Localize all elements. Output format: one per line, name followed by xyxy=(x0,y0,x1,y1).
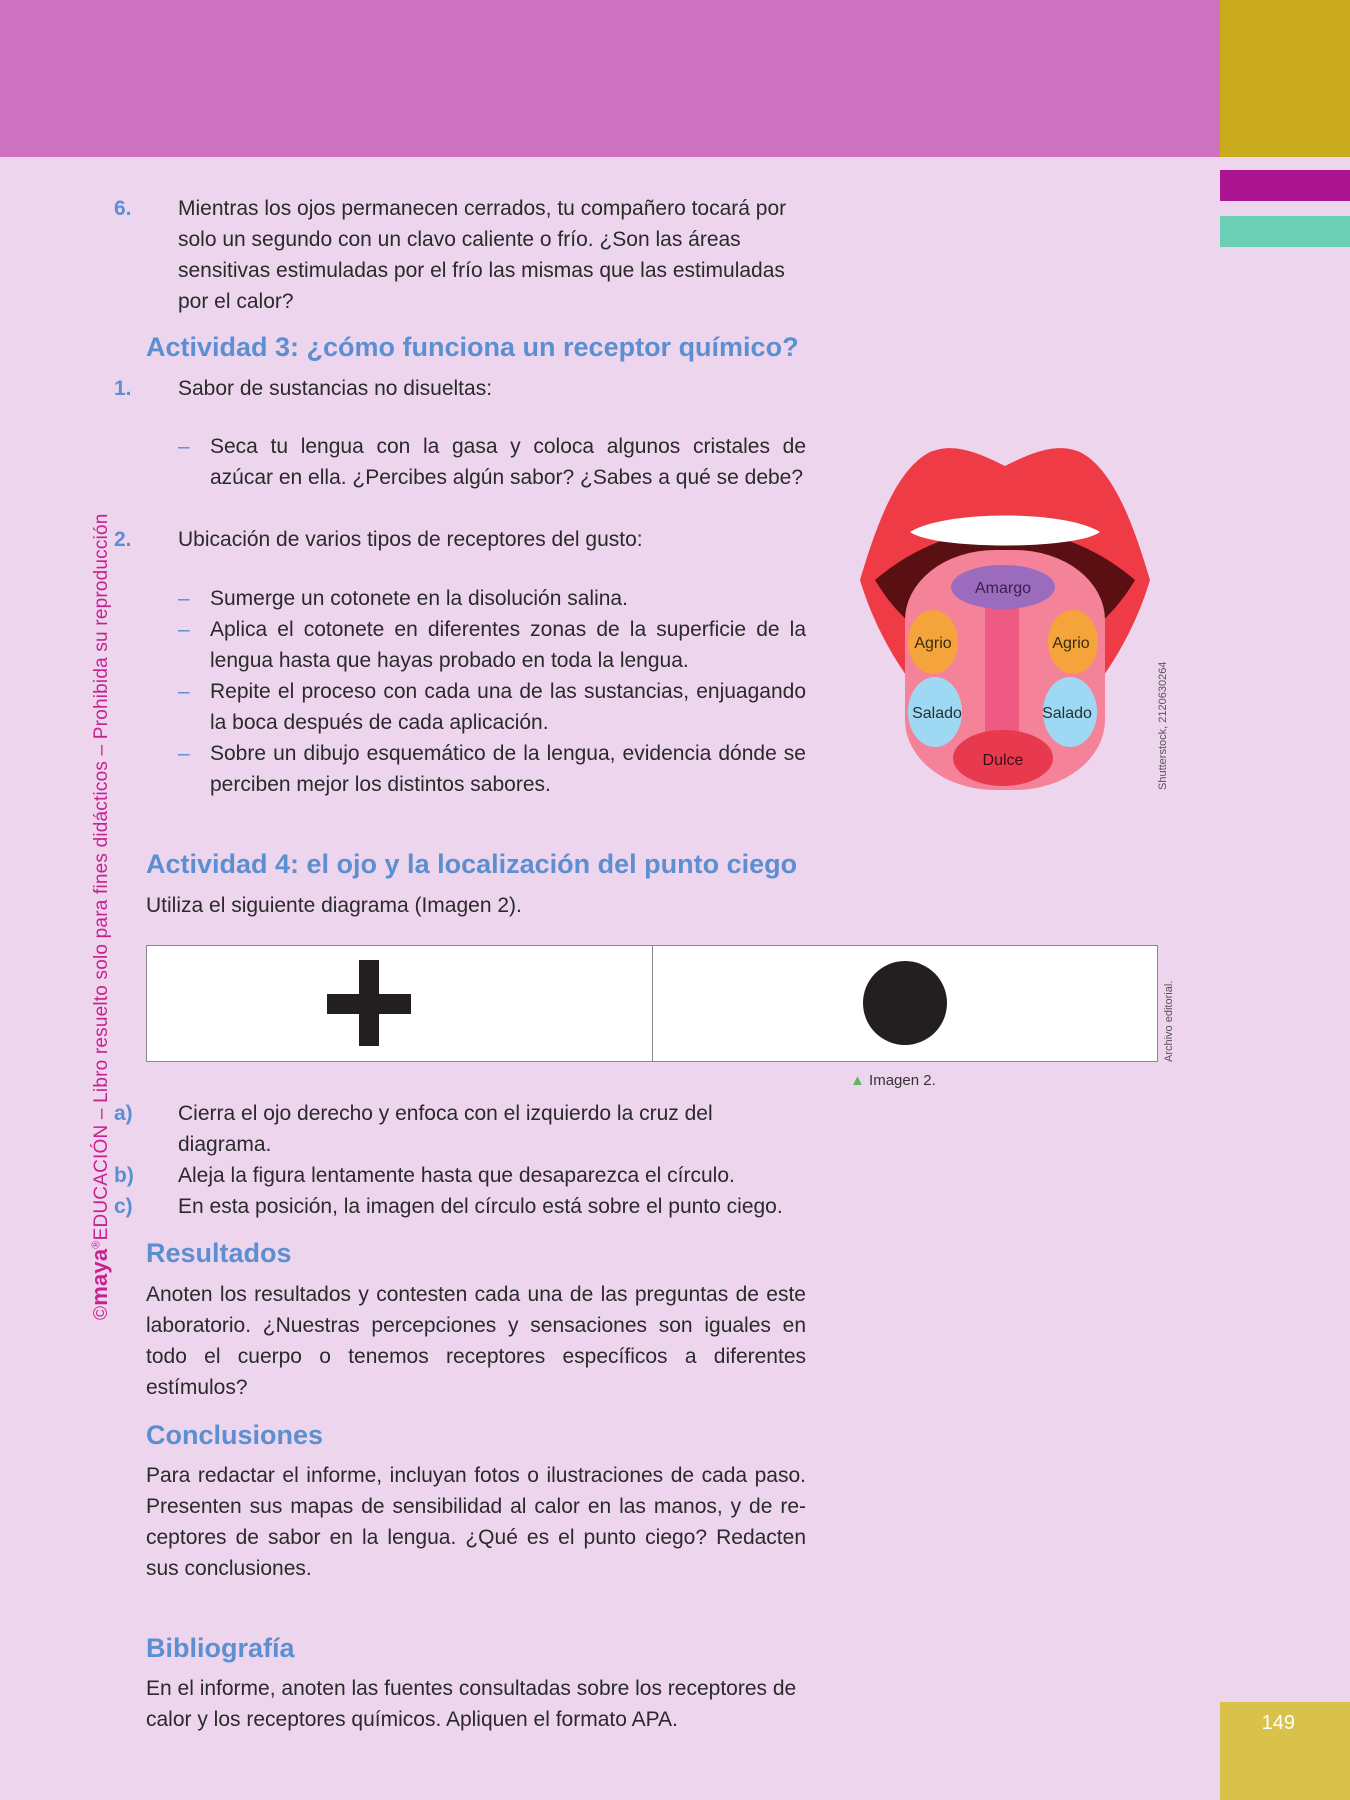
tongue-taste-map xyxy=(855,440,1155,800)
label-sweet: Dulce xyxy=(982,752,1024,769)
copyright-text: EDUCACIÓN – Libro resuelto solo para fines didácticos – Prohibida su reproducción xyxy=(91,513,112,1241)
list-item-text: Repite el proceso con cada una de las sustancias, enjuagando la boca después de cada aplicación. xyxy=(210,680,806,734)
list-item xyxy=(146,738,806,800)
step-text: En esta posición, la imagen del círculo está sobre el punto ciego. xyxy=(178,1195,783,1218)
list-item-text: Sumerge un cotonete en la disolución salina. xyxy=(210,587,628,610)
registered-mark: ® xyxy=(90,1240,103,1249)
list-item xyxy=(146,431,806,493)
conclusions-title: Conclusiones xyxy=(146,1420,324,1450)
item-text: Ubicación de varios tipos de receptores del gusto: xyxy=(178,528,643,551)
step-a xyxy=(114,1098,806,1160)
step-text: Aleja la figura lentamente hasta que desaparezca el círculo. xyxy=(178,1164,735,1187)
activity-3-item-1 xyxy=(114,373,806,404)
item-text: Sabor de sustancias no disueltas: xyxy=(178,377,493,400)
caption-triangle-icon: ▲ xyxy=(850,1072,865,1089)
activity-4-intro: Utiliza el siguiente diagrama (Imagen 2). xyxy=(146,894,522,917)
copyright-side-note xyxy=(87,513,113,1320)
label-salty-left: Salado xyxy=(912,705,962,722)
label-salty-right: Salado xyxy=(1042,705,1092,722)
label-sour-right: Agrio xyxy=(1052,635,1090,652)
step-label: c) xyxy=(114,1195,133,1218)
label-bitter: Amargo xyxy=(974,580,1032,597)
activity-3-title: Actividad 3: ¿cómo funciona un receptor químico? xyxy=(146,332,799,362)
results-text: Anoten los resultados y contesten cada una de las preguntas de este laboratorio. ¿Nuestras percepciones y sensaciones son iguales en todo el cuerpo o tenemos receptores específicos a diferentes estímulos? xyxy=(146,1283,806,1399)
corner-block xyxy=(1220,0,1350,157)
list-item-text: Aplica el cotonete en diferentes zonas de la superficie de la lengua hasta que hayas probado en toda la lengua. xyxy=(210,618,806,672)
activity-4-title: Actividad 4: el ojo y la localización del punto ciego xyxy=(146,849,798,879)
diagram-circle-panel xyxy=(653,946,1158,1061)
step-label: a) xyxy=(114,1102,133,1125)
dash-marker: – xyxy=(178,435,190,458)
step-text: Cierra el ojo derecho y enfoca con el izquierdo la cruz del diagrama. xyxy=(178,1102,713,1156)
section-tab-teal xyxy=(1220,216,1350,247)
section-tab-magenta xyxy=(1220,170,1350,201)
step-c xyxy=(114,1191,806,1222)
item-number: 1. xyxy=(114,377,132,400)
activity-3-item-2-bullets xyxy=(146,583,806,800)
step-text: Mientras los ojos permanecen cerrados, tu compañero tocará por solo un segundo con un clavo caliente o frío. ¿Son las áreas sensitivas estimuladas por el frío las mismas que las estimuladas por el calor? xyxy=(178,197,787,313)
dash-marker: – xyxy=(178,587,190,610)
caption-text: Imagen 2. xyxy=(869,1072,936,1089)
list-item-text: Sobre un dibujo esquemático de la lengua, evidencia dónde se perciben mejor los distintos sabores. xyxy=(210,742,806,796)
item-number: 2. xyxy=(114,528,132,551)
activity-4-steps xyxy=(114,1098,806,1222)
tongue-photo-credit: Shutterstock, 2120630264 xyxy=(1157,661,1169,790)
activity-3-item-2 xyxy=(114,524,806,555)
step-6 xyxy=(114,193,806,317)
conclusions-text: Para redactar el informe, incluyan fotos o ilustraciones de cada paso. Presenten sus mapas de sensibilidad al calor en las manos, y de re-ceptores de sabor en la lengua. ¿Qué es el punto ciego? Redacten sus conclusiones. xyxy=(146,1464,806,1580)
results-title: Resultados xyxy=(146,1238,292,1268)
header-band xyxy=(0,0,1220,157)
list-item xyxy=(146,583,806,614)
diagram-cross-panel xyxy=(147,946,653,1061)
step-b xyxy=(114,1160,806,1191)
tongue-illustration xyxy=(855,440,1155,800)
step-label: b) xyxy=(114,1164,134,1187)
bibliography-title: Bibliografía xyxy=(146,1633,295,1663)
step-number: 6. xyxy=(114,197,132,220)
dash-marker: – xyxy=(178,618,190,641)
label-sour-left: Agrio xyxy=(914,635,952,652)
bibliography-text: En el informe, anoten las fuentes consultadas sobre los receptores de calor y los receptores químicos. Apliquen el formato APA. xyxy=(146,1677,797,1731)
list-item xyxy=(146,676,806,738)
activity-3-item-1-bullets xyxy=(146,431,806,493)
list-item xyxy=(146,614,806,676)
dash-marker: – xyxy=(178,680,190,703)
blind-spot-diagram xyxy=(146,945,1158,1062)
page-number: 149 xyxy=(1261,1712,1295,1734)
dash-marker: – xyxy=(178,742,190,765)
image-caption xyxy=(850,1072,936,1089)
circle-icon xyxy=(653,946,1157,1061)
list-item-text: Seca tu lengua con la gasa y coloca algunos cristales de azúcar en ella. ¿Percibes algún sabor? ¿Sabes a qué se debe? xyxy=(210,435,806,489)
copyright-symbol: © xyxy=(91,1305,112,1320)
diagram-credit: Archivo editorial. xyxy=(1163,980,1175,1062)
brand-name: maya xyxy=(87,1248,112,1306)
cross-icon xyxy=(147,946,651,1061)
